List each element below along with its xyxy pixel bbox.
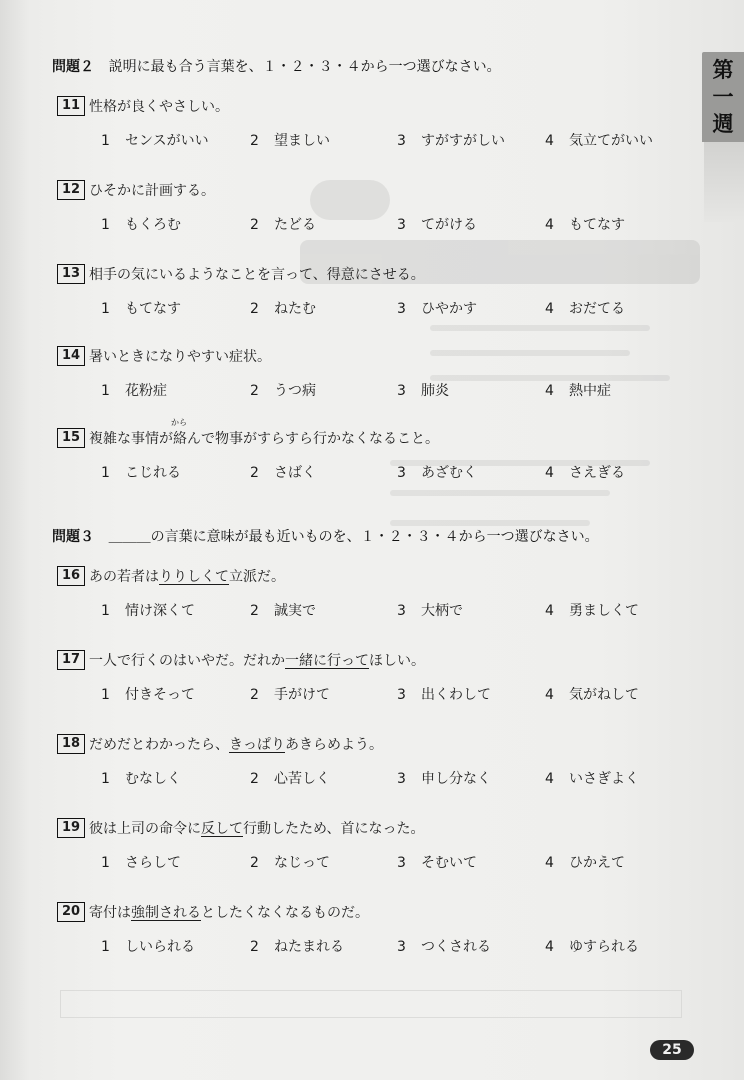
answer-option[interactable]	[397, 462, 477, 482]
option-number: 3	[397, 939, 406, 955]
answer-option[interactable]	[101, 600, 195, 620]
option-number: 4	[545, 687, 554, 703]
stem-text: 彼は上司の命令に	[89, 821, 201, 837]
option-text: たどる	[274, 217, 316, 233]
answer-option[interactable]	[250, 768, 330, 788]
option-text: ねたまれる	[274, 939, 344, 955]
stem-text: ほしい。	[369, 653, 425, 669]
question-number: 19	[57, 818, 85, 838]
answer-options	[57, 130, 677, 150]
option-number: 4	[545, 133, 554, 149]
option-text: そむいて	[421, 855, 477, 871]
stem-text: あきらめよう。	[285, 737, 383, 753]
stem-text: 一人で行くのはいやだ。だれか	[89, 653, 285, 669]
question-stem	[57, 418, 677, 448]
stem-text: 暑いときになりやすい症状。	[89, 349, 271, 365]
page-number: 25	[650, 1040, 694, 1060]
option-number: 3	[397, 383, 406, 399]
answer-option[interactable]	[397, 684, 491, 704]
question-number: 14	[57, 346, 85, 366]
option-text: あざむく	[421, 465, 477, 481]
option-number: 2	[250, 855, 259, 871]
question	[57, 818, 677, 872]
option-number: 1	[101, 217, 110, 233]
question-number: 13	[57, 264, 85, 284]
question	[57, 264, 677, 318]
answer-option[interactable]	[545, 214, 625, 234]
answer-option[interactable]	[101, 936, 195, 956]
option-number: 3	[397, 603, 406, 619]
question	[57, 418, 677, 482]
option-number: 4	[545, 383, 554, 399]
option-text: センスがいい	[125, 133, 209, 149]
ruby-reading: から	[171, 418, 187, 427]
answer-options	[57, 852, 677, 872]
option-text: 誠実で	[274, 603, 316, 619]
answer-options	[57, 380, 677, 400]
answer-option[interactable]	[397, 214, 477, 234]
option-number: 1	[101, 301, 110, 317]
option-text: てがける	[421, 217, 477, 233]
option-number: 2	[250, 217, 259, 233]
option-text: おだてる	[569, 301, 625, 317]
option-number: 3	[397, 465, 406, 481]
option-number: 1	[101, 465, 110, 481]
option-text: 情け深くて	[125, 603, 195, 619]
option-text: すがすがしい	[421, 133, 505, 149]
ruby-word	[171, 418, 187, 448]
option-text: しいられる	[125, 939, 195, 955]
question	[57, 902, 677, 956]
question-stem	[57, 818, 677, 838]
question-stem	[57, 96, 677, 116]
option-number: 4	[545, 939, 554, 955]
option-number: 2	[250, 603, 259, 619]
section2-label: 問題２	[52, 59, 94, 75]
option-number: 2	[250, 383, 259, 399]
stem-text: だめだとわかったら、	[89, 737, 229, 753]
option-number: 1	[101, 855, 110, 871]
answer-option[interactable]	[545, 852, 625, 872]
option-text: もてなす	[125, 301, 181, 317]
option-text: 付きそって	[125, 687, 195, 703]
answer-option[interactable]	[545, 768, 639, 788]
answer-option[interactable]	[101, 462, 181, 482]
week-side-tab-char: 一	[712, 84, 734, 109]
option-text: ひやかす	[421, 301, 477, 317]
option-text: ゆすられる	[569, 939, 639, 955]
show-through-footer-box	[60, 990, 682, 1018]
answer-options	[57, 462, 677, 482]
answer-option[interactable]	[101, 684, 195, 704]
answer-option[interactable]	[101, 380, 167, 400]
stem-text: 相手の気にいるようなことを言って、得意にさせる。	[89, 267, 425, 283]
stem-text: 立派だ。	[229, 569, 285, 585]
stem-text: 寄付は	[89, 905, 131, 921]
option-text: むなしく	[125, 771, 181, 787]
answer-option[interactable]	[545, 684, 639, 704]
underlined-target-word: 一緒に行って	[285, 653, 369, 669]
stem-text: あの若者は	[89, 569, 159, 585]
underlined-target-word: 反して	[201, 821, 243, 837]
stem-text: としたくなくなるものだ。	[201, 905, 369, 921]
option-text: ひかえて	[569, 855, 625, 871]
option-text: 出くわして	[421, 687, 491, 703]
answer-options	[57, 936, 677, 956]
question	[57, 96, 677, 150]
ruby-base: 絡	[173, 431, 187, 447]
question	[57, 180, 677, 234]
answer-option[interactable]	[250, 380, 316, 400]
option-number: 4	[545, 603, 554, 619]
answer-option[interactable]	[397, 600, 463, 620]
answer-option[interactable]	[101, 130, 209, 150]
option-text: 大柄で	[421, 603, 463, 619]
option-text: もてなす	[569, 217, 625, 233]
option-text: 熱中症	[569, 383, 611, 399]
question-number: 20	[57, 902, 85, 922]
section3-instruction: の言葉に意味が最も近いものを、１・２・３・４から一つ選びなさい。	[150, 529, 599, 545]
option-number: 3	[397, 855, 406, 871]
answer-option[interactable]	[545, 298, 625, 318]
section2-heading	[52, 56, 501, 76]
option-text: なじって	[274, 855, 330, 871]
underlined-target-word: きっぱり	[229, 737, 285, 753]
option-number: 2	[250, 939, 259, 955]
option-number: 4	[545, 217, 554, 233]
week-side-tab-char: 第	[712, 57, 734, 82]
answer-option[interactable]	[101, 852, 181, 872]
option-number: 1	[101, 771, 110, 787]
option-number: 2	[250, 771, 259, 787]
option-text: ねたむ	[274, 301, 316, 317]
question-number: 17	[57, 650, 85, 670]
answer-option[interactable]	[101, 298, 181, 318]
week-side-tab-char: 週	[712, 111, 734, 136]
underlined-target-word: 強制される	[131, 905, 201, 921]
option-number: 3	[397, 217, 406, 233]
answer-option[interactable]	[545, 936, 639, 956]
option-text: さばく	[274, 465, 316, 481]
answer-option[interactable]	[397, 380, 449, 400]
section3-label: 問題３	[52, 529, 94, 545]
option-text: さえぎる	[569, 465, 625, 481]
answer-option[interactable]	[250, 298, 316, 318]
option-number: 3	[397, 133, 406, 149]
option-text: さらして	[125, 855, 181, 871]
option-text: いさぎよく	[569, 771, 639, 787]
question-number: 15	[57, 428, 85, 448]
stem-text: ひそかに計画する。	[89, 183, 215, 199]
option-number: 1	[101, 383, 110, 399]
answer-option[interactable]	[397, 768, 491, 788]
question-number: 16	[57, 566, 85, 586]
option-number: 3	[397, 301, 406, 317]
question-number: 12	[57, 180, 85, 200]
question	[57, 346, 677, 400]
answer-option[interactable]	[250, 684, 330, 704]
option-number: 4	[545, 301, 554, 317]
question-number: 11	[57, 96, 85, 116]
option-text: つくされる	[421, 939, 491, 955]
option-number: 3	[397, 687, 406, 703]
option-number: 2	[250, 687, 259, 703]
section3-heading	[52, 526, 599, 546]
stem-text: んで物事がすらすら行かなくなること。	[187, 431, 439, 447]
question	[57, 650, 677, 704]
option-number: 1	[101, 939, 110, 955]
option-text: 勇ましくて	[569, 603, 639, 619]
answer-option[interactable]	[250, 936, 344, 956]
option-text: 気立てがいい	[569, 133, 653, 149]
answer-option[interactable]	[250, 852, 330, 872]
option-text: 手がけて	[274, 687, 330, 703]
side-tab-shadow	[704, 142, 744, 222]
option-number: 4	[545, 771, 554, 787]
answer-option[interactable]	[250, 462, 316, 482]
option-text: こじれる	[125, 465, 181, 481]
question-stem	[57, 566, 677, 586]
option-text: 気がねして	[569, 687, 639, 703]
answer-options	[57, 684, 677, 704]
answer-options	[57, 768, 677, 788]
question-stem	[57, 734, 677, 754]
answer-option[interactable]	[545, 600, 639, 620]
week-side-tab	[702, 52, 744, 142]
option-text: もくろむ	[125, 217, 181, 233]
question-stem	[57, 346, 677, 366]
option-number: 2	[250, 465, 259, 481]
answer-option[interactable]	[250, 130, 330, 150]
stem-text: 行動したため、首になった。	[243, 821, 425, 837]
answer-options	[57, 600, 677, 620]
question-stem	[57, 180, 677, 200]
option-number: 2	[250, 301, 259, 317]
question-stem	[57, 650, 677, 670]
option-number: 1	[101, 133, 110, 149]
answer-option[interactable]	[545, 130, 653, 150]
option-number: 1	[101, 687, 110, 703]
answer-option[interactable]	[250, 214, 316, 234]
answer-options	[57, 214, 677, 234]
answer-option[interactable]	[397, 852, 477, 872]
answer-options	[57, 298, 677, 318]
question	[57, 734, 677, 788]
option-text: 申し分なく	[421, 771, 491, 787]
section2-instruction: 説明に最も合う言葉を、１・２・３・４から一つ選びなさい。	[108, 59, 501, 75]
answer-option[interactable]	[101, 768, 181, 788]
answer-option[interactable]	[397, 298, 477, 318]
answer-option[interactable]	[101, 214, 181, 234]
option-number: 1	[101, 603, 110, 619]
question	[57, 566, 677, 620]
option-number: 4	[545, 855, 554, 871]
section3-blank: ＿＿＿	[108, 529, 151, 545]
stem-text: 性格が良くやさしい。	[89, 99, 229, 115]
answer-option[interactable]	[545, 380, 611, 400]
question-number: 18	[57, 734, 85, 754]
question-stem	[57, 264, 677, 284]
answer-option[interactable]	[545, 462, 625, 482]
answer-option[interactable]	[397, 936, 491, 956]
option-text: 花粉症	[125, 383, 167, 399]
option-text: 心苦しく	[274, 771, 330, 787]
underlined-target-word: りりしくて	[159, 569, 229, 585]
option-text: 肺炎	[421, 383, 449, 399]
answer-option[interactable]	[397, 130, 505, 150]
option-text: うつ病	[274, 383, 316, 399]
option-text: 望ましい	[274, 133, 330, 149]
option-number: 4	[545, 465, 554, 481]
option-number: 2	[250, 133, 259, 149]
question-stem	[57, 902, 677, 922]
option-number: 3	[397, 771, 406, 787]
answer-option[interactable]	[250, 600, 316, 620]
stem-text: 複雑な事情が	[89, 431, 173, 447]
